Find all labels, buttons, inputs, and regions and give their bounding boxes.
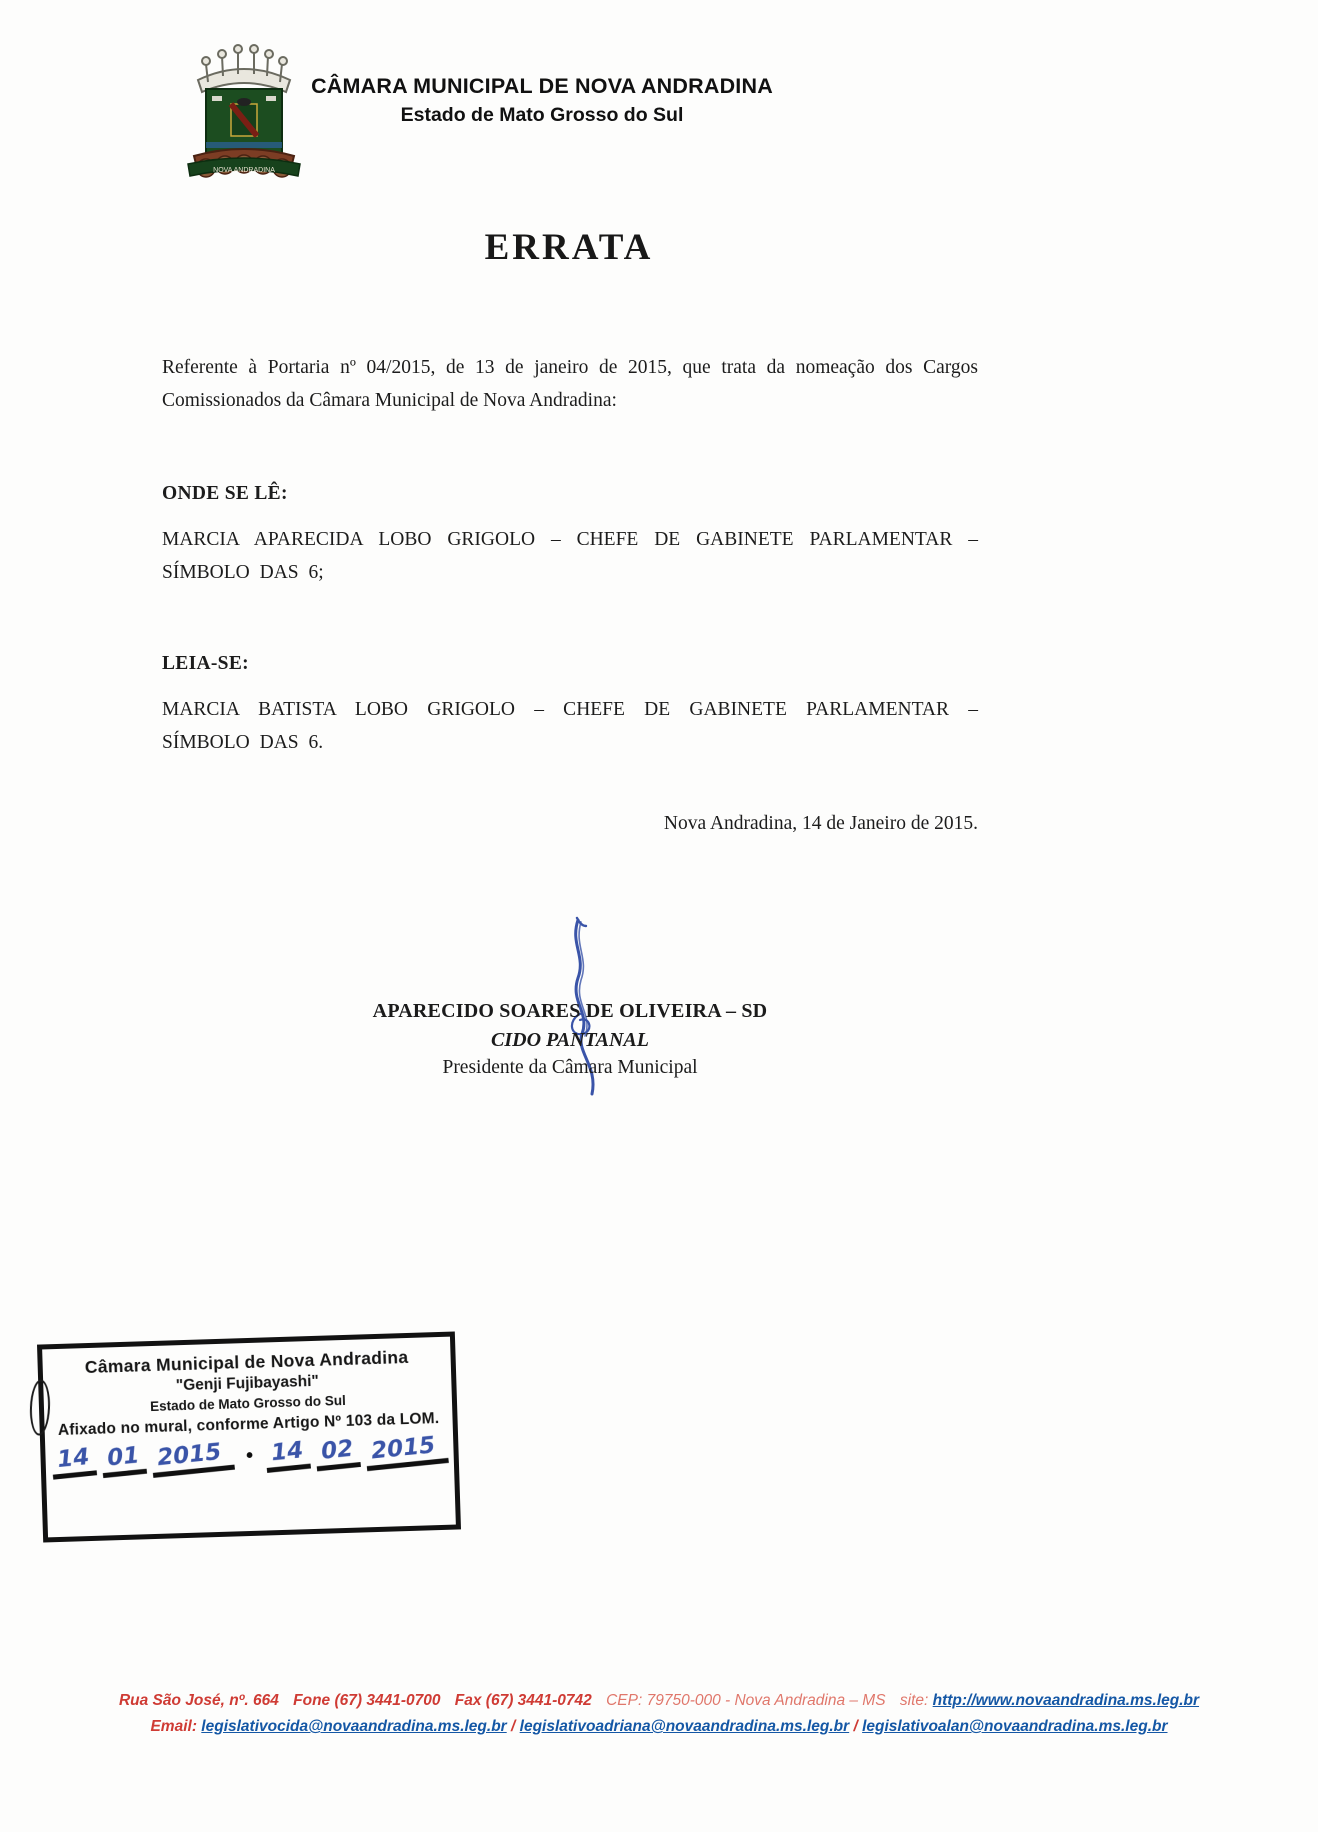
footer-email-separator-2: / <box>853 1718 858 1735</box>
date-to-year: 2015 <box>364 1433 449 1471</box>
intro-paragraph: Referente à Portaria nº 04/2015, de 13 de janeiro de 2015, que trata da nomeação dos Cargos Comissionados da Câmara Municipal de Nova Andradina: <box>162 357 978 411</box>
date-from-day: 14 <box>51 1445 98 1479</box>
signer-nickname: CIDO PANTANAL <box>491 1029 649 1051</box>
footer-site-link[interactable]: http://www.novaandradina.ms.leg.br <box>932 1692 1200 1709</box>
dateline: Nova Andradina, 14 de Janeiro de 2015. <box>663 813 978 834</box>
footer-email-2[interactable]: legislativoadriana@novaandradina.ms.leg.br <box>519 1718 850 1735</box>
footer-email-line <box>0 1718 1318 1736</box>
organization-name: CÂMARA MUNICIPAL DE NOVA ANDRADINA <box>311 74 773 98</box>
leia-se-text: MARCIA BATISTA LOBO GRIGOLO – CHEFE DE GABINETE PARLAMENTAR – SÍMBOLO DAS 6. <box>162 699 978 753</box>
signature-block <box>162 1000 978 1079</box>
onde-se-le-label: ONDE SE LÊ: <box>162 483 288 504</box>
footer-email-1[interactable]: legislativocida@novaandradina.ms.leg.br <box>201 1718 507 1735</box>
mural-stamp <box>37 1331 461 1542</box>
date-from-year: 2015 <box>151 1440 236 1478</box>
signer-name: APARECIDO SOARES DE OLIVEIRA – SD <box>372 1000 768 1022</box>
footer-email-label: Email: <box>150 1718 197 1735</box>
footer-fax: Fax (67) 3441-0742 <box>454 1692 592 1709</box>
footer-site-label: site: <box>899 1692 929 1709</box>
footer-contact-line <box>0 1692 1318 1710</box>
date-from-month: 01 <box>101 1444 148 1478</box>
stamp-line-1: Câmara Municipal de Nova Andradina <box>84 1346 409 1378</box>
footer-cep: CEP: 79750-000 - Nova Andradina – MS <box>606 1692 886 1709</box>
stamp-line-2: "Genji Fujibayashi" <box>175 1372 320 1395</box>
footer-email-separator-1: / <box>511 1718 516 1735</box>
signer-role: Presidente da Câmara Municipal <box>442 1057 698 1078</box>
footer <box>0 1692 1318 1736</box>
onde-se-le-text: MARCIA APARECIDA LOBO GRIGOLO – CHEFE DE GABINETE PARLAMENTAR – SÍMBOLO DAS 6; <box>162 529 978 583</box>
stamp-handwritten-dates <box>45 1432 454 1479</box>
letterhead <box>292 74 792 127</box>
logo-ribbon-text: NOVA ANDRADINA <box>213 167 275 174</box>
stamp-line-4: Afixado no mural, conforme Artigo Nº 103 da LOM. <box>57 1410 440 1439</box>
leia-se-label: LEIA-SE: <box>162 653 249 674</box>
document-title: ERRATA <box>484 227 654 268</box>
state-name: Estado de Mato Grosso do Sul <box>400 104 684 126</box>
date-separator-dot: • <box>245 1444 254 1468</box>
footer-email-3[interactable]: legislativoalan@novaandradina.ms.leg.br <box>862 1718 1168 1735</box>
stamp-line-3: Estado de Mato Grosso do Sul <box>149 1392 347 1415</box>
footer-address: Rua São José, nº. 664 <box>118 1692 279 1709</box>
date-to-day: 14 <box>264 1439 311 1473</box>
footer-phone: Fone (67) 3441-0700 <box>293 1692 441 1709</box>
date-to-month: 02 <box>314 1437 361 1471</box>
